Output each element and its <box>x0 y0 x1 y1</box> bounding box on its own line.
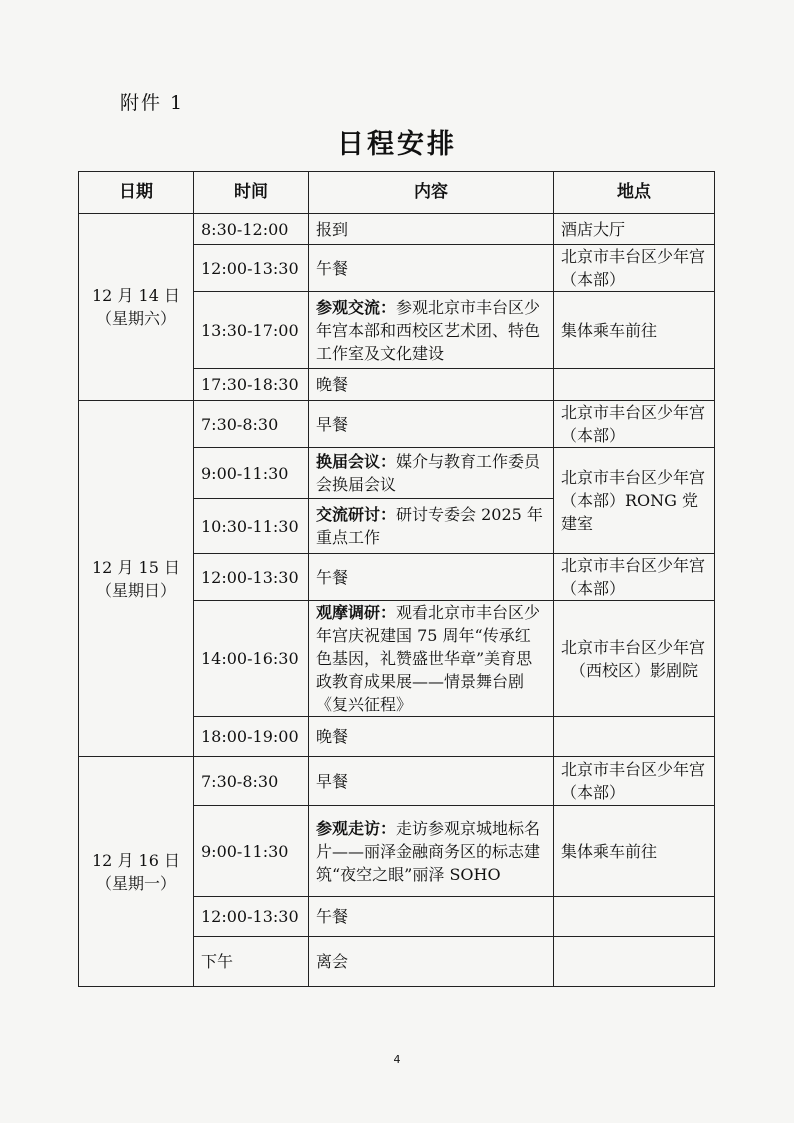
time-cell: 10:30-11:30 <box>194 499 309 554</box>
content-text: 参观北京市丰台区少年宫本部和西校区艺术团、特色工作室及文化建设 <box>316 297 541 363</box>
time-cell: 13:30-17:00 <box>194 292 309 369</box>
table-row <box>79 214 715 245</box>
weekday-text: （星期六） <box>95 309 176 328</box>
content-cell <box>309 757 554 806</box>
date-cell <box>79 214 194 401</box>
content-text: 晚餐 <box>316 375 349 394</box>
location-line-1: 北京市丰台区少年宫 <box>561 637 706 657</box>
location-cell: 北京市丰台区少年宫（本部） <box>554 401 715 448</box>
content-cell <box>309 499 554 554</box>
location-cell <box>554 897 715 937</box>
location-cell: 北京市丰台区少年宫（本部） <box>554 757 715 806</box>
content-text: 午餐 <box>316 907 349 926</box>
content-text: 午餐 <box>316 567 349 587</box>
date-cell <box>79 757 194 987</box>
location-cell <box>554 717 715 757</box>
header-location: 地点 <box>554 172 715 214</box>
time-cell: 8:30-12:00 <box>194 214 309 245</box>
content-text: 早餐 <box>316 414 349 434</box>
content-cell <box>309 369 554 401</box>
time-cell: 12:00-13:30 <box>194 554 309 601</box>
content-label: 换届会议： <box>316 452 397 471</box>
content-cell <box>309 601 554 717</box>
table-header-row <box>79 172 715 214</box>
content-text: 走访参观京城地标名片——丽泽金融商务区的标志建筑“夜空之眼”丽泽 SOHO <box>316 818 541 884</box>
content-cell <box>309 292 554 369</box>
content-cell <box>309 897 554 937</box>
time-cell: 14:00-16:30 <box>194 601 309 717</box>
time-cell: 下午 <box>194 937 309 987</box>
weekday-text: （星期一） <box>95 873 176 893</box>
content-text: 晚餐 <box>316 727 349 746</box>
content-label: 交流研讨： <box>316 505 397 524</box>
content-label: 观摩调研： <box>316 603 397 622</box>
content-text: 离会 <box>316 952 349 971</box>
content-text: 观看北京市丰台区少年宫庆祝建国 75 周年“传承红色基因，礼赞盛世华章”美育思政教育成果展——情景舞台剧《复兴征程》 <box>316 603 541 714</box>
content-cell <box>309 214 554 245</box>
content-text: 研讨专委会 2025 年重点工作 <box>316 505 543 547</box>
time-cell: 9:00-11:30 <box>194 448 309 499</box>
content-cell <box>309 937 554 987</box>
location-cell <box>554 601 715 717</box>
location-cell: 北京市丰台区少年宫（本部） <box>554 245 715 292</box>
date-text: 12 月 16 日 <box>92 850 180 870</box>
location-cell: 集体乘车前往 <box>554 292 715 369</box>
time-cell: 7:30-8:30 <box>194 401 309 448</box>
content-text: 午餐 <box>316 258 349 278</box>
location-cell: 北京市丰台区少年宫（本部）RONG 党建室 <box>554 448 715 554</box>
content-label: 参观走访： <box>316 818 397 838</box>
content-cell <box>309 717 554 757</box>
content-cell <box>309 554 554 601</box>
content-cell <box>309 245 554 292</box>
time-cell: 12:00-13:30 <box>194 897 309 937</box>
weekday-text: （星期日） <box>95 580 176 600</box>
location-cell <box>554 369 715 401</box>
location-cell: 集体乘车前往 <box>554 806 715 897</box>
date-text: 12 月 15 日 <box>92 557 180 577</box>
time-cell: 7:30-8:30 <box>194 757 309 806</box>
date-cell <box>79 401 194 757</box>
header-date: 日期 <box>79 172 194 214</box>
content-cell <box>309 448 554 499</box>
time-cell: 18:00-19:00 <box>194 717 309 757</box>
time-cell: 9:00-11:30 <box>194 806 309 897</box>
content-cell <box>309 806 554 897</box>
location-cell: 酒店大厅 <box>554 214 715 245</box>
time-cell: 17:30-18:30 <box>194 369 309 401</box>
page-number: 4 <box>393 1053 401 1066</box>
attachment-label: 附件 1 <box>120 92 185 114</box>
location-line-2: （西校区）影剧院 <box>569 660 698 680</box>
content-label: 参观交流： <box>316 297 397 317</box>
content-cell <box>309 401 554 448</box>
location-cell: 北京市丰台区少年宫（本部） <box>554 554 715 601</box>
content-text: 媒介与教育工作委员会换届会议 <box>316 452 541 494</box>
date-text: 12 月 14 日 <box>92 286 180 305</box>
content-text: 早餐 <box>316 771 349 791</box>
time-cell: 12:00-13:30 <box>194 245 309 292</box>
header-time: 时间 <box>194 172 309 214</box>
content-text: 报到 <box>316 219 349 239</box>
location-cell <box>554 937 715 987</box>
schedule-table <box>78 171 715 987</box>
table-row <box>79 757 715 806</box>
header-content: 内容 <box>309 172 554 214</box>
table-row <box>79 401 715 448</box>
page-title: 日程安排 <box>337 129 457 160</box>
